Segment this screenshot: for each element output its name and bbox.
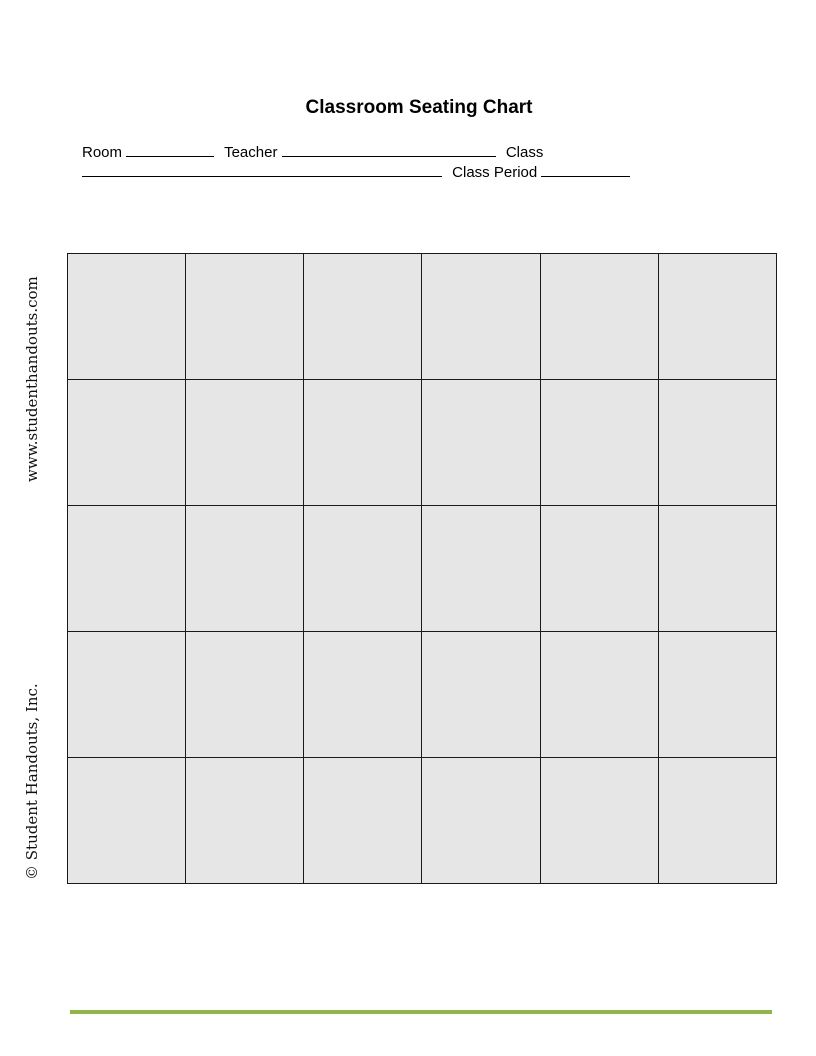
class-period-blank[interactable] [541, 161, 630, 177]
seat-cell[interactable] [186, 506, 304, 632]
seat-cell[interactable] [186, 632, 304, 758]
footer-rule [70, 1010, 772, 1014]
seat-cell[interactable] [422, 506, 540, 632]
seat-cell[interactable] [659, 254, 777, 380]
teacher-blank[interactable] [282, 141, 496, 157]
seat-cell[interactable] [541, 506, 659, 632]
seat-cell[interactable] [541, 632, 659, 758]
class-label: Class [505, 144, 544, 161]
seat-cell[interactable] [304, 758, 422, 884]
header-fields-line-2 [82, 161, 630, 183]
teacher-label: Teacher [224, 144, 278, 161]
seating-grid [67, 253, 777, 884]
seat-cell[interactable] [659, 380, 777, 506]
seat-cell[interactable] [422, 632, 540, 758]
seat-cell[interactable] [541, 380, 659, 506]
seat-cell[interactable] [68, 380, 186, 506]
page-title: Classroom Seating Chart [305, 97, 533, 118]
room-blank[interactable] [126, 141, 214, 157]
seat-cell[interactable] [422, 758, 540, 884]
class-blank[interactable] [82, 161, 442, 177]
seat-cell[interactable] [422, 254, 540, 380]
seat-cell[interactable] [541, 758, 659, 884]
seat-cell[interactable] [541, 254, 659, 380]
seat-cell[interactable] [659, 758, 777, 884]
seat-cell[interactable] [68, 254, 186, 380]
seat-cell[interactable] [68, 758, 186, 884]
seat-cell[interactable] [304, 632, 422, 758]
seat-cell[interactable] [186, 380, 304, 506]
copyright-text: © Student Handouts, Inc. [23, 683, 41, 880]
header-fields-line-1 [82, 141, 543, 163]
seat-cell[interactable] [68, 506, 186, 632]
room-label: Room [82, 144, 123, 161]
seat-cell[interactable] [659, 632, 777, 758]
website-text: www.studenthandouts.com [23, 276, 41, 482]
seat-cell[interactable] [186, 254, 304, 380]
seat-cell[interactable] [68, 632, 186, 758]
seat-cell[interactable] [304, 380, 422, 506]
seat-cell[interactable] [422, 380, 540, 506]
seat-cell[interactable] [659, 506, 777, 632]
seat-cell[interactable] [304, 254, 422, 380]
seat-cell[interactable] [186, 758, 304, 884]
class-period-label: Class Period [452, 164, 538, 181]
seat-cell[interactable] [304, 506, 422, 632]
